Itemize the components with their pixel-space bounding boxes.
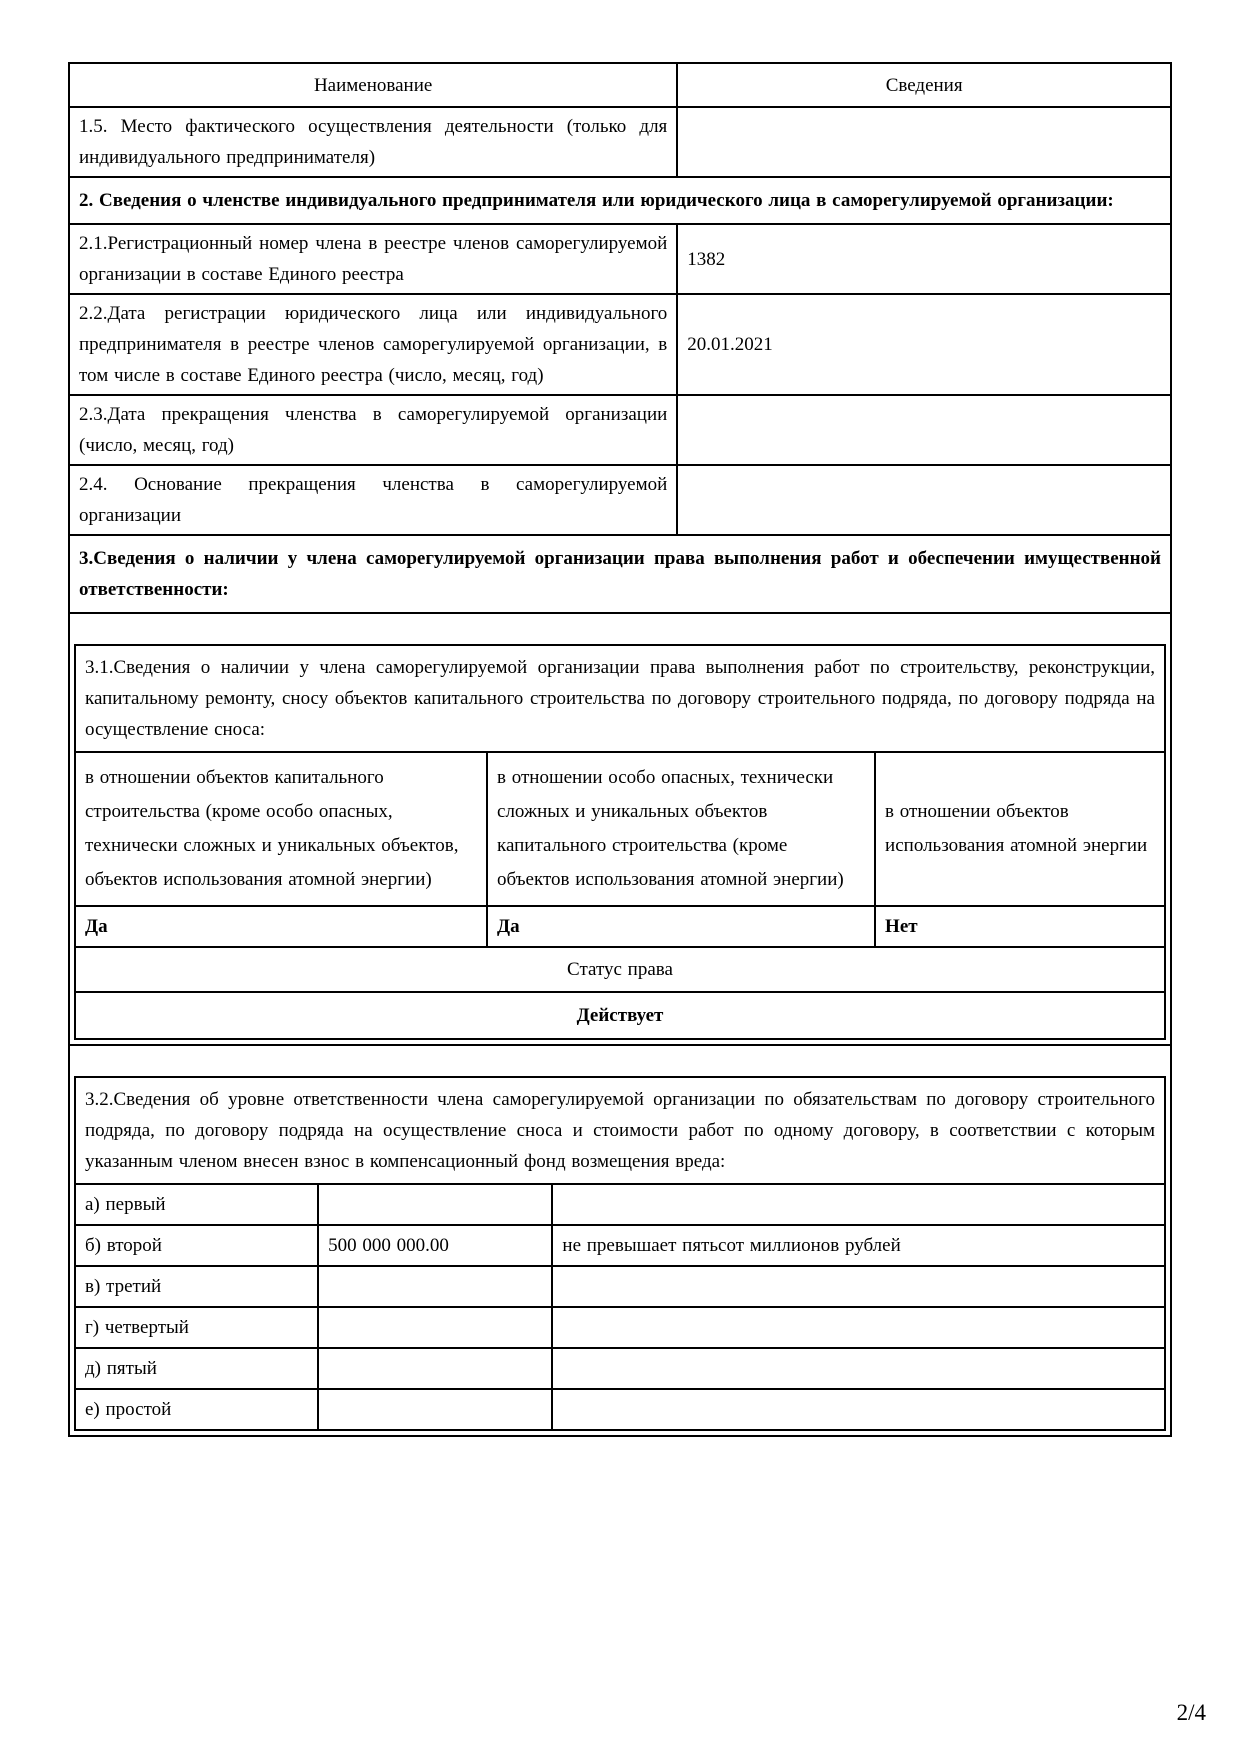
row-2-1-label: 2.1.Регистрационный номер члена в реестре членов саморегулируемой организации в составе Единого реестра <box>69 224 677 294</box>
section-2-row <box>69 177 1171 224</box>
table-header-row <box>69 63 1171 107</box>
level-label: г) четвертый <box>75 1307 318 1348</box>
row-2-4-label: 2.4. Основание прекращения членства в саморегулируемой организации <box>69 465 677 535</box>
block-3-2-row <box>69 1045 1171 1436</box>
row-2-2-value: 20.01.2021 <box>677 294 1171 395</box>
level-description <box>552 1348 1165 1389</box>
row-2-3-label: 2.3.Дата прекращения членства в саморегулируемой организации (число, месяц, год) <box>69 395 677 465</box>
liability-intro-row <box>75 1077 1165 1184</box>
status-label-row <box>75 947 1165 992</box>
rights-table <box>74 644 1166 1040</box>
level-amount <box>318 1307 552 1348</box>
level-row-simple <box>75 1389 1165 1430</box>
section-2-title: 2. Сведения о членстве индивидуального предпринимателя или юридического лица в саморегулируемой организации: <box>69 177 1171 224</box>
page-number: 2/4 <box>1176 1700 1206 1725</box>
column-header-name: Наименование <box>69 63 677 107</box>
row-2-4-value <box>677 465 1171 535</box>
level-label: б) второй <box>75 1225 318 1266</box>
rights-col2-value: Да <box>487 906 875 947</box>
row-1-5-label: 1.5. Место фактического осуществления деятельности (только для индивидуального предпринимателя) <box>69 107 677 177</box>
level-row-fifth <box>75 1348 1165 1389</box>
row-2-3 <box>69 395 1171 465</box>
level-amount <box>318 1389 552 1430</box>
level-row-second <box>75 1225 1165 1266</box>
level-row-first <box>75 1184 1165 1225</box>
liability-intro: 3.2.Сведения об уровне ответственности члена саморегулируемой организации по обязательствам по договору строительного подряда, по договору подряда на осуществление сноса и стоимости работ по одному договору, в соответствии с которым указанным членом внесен взнос в компенсационный фонд возмещения вреда: <box>75 1077 1165 1184</box>
row-2-2-label: 2.2.Дата регистрации юридического лица или индивидуального предпринимателя в реестре членов саморегулируемой организации, в том числе в составе Единого реестра (число, месяц, год) <box>69 294 677 395</box>
status-value-row <box>75 992 1165 1039</box>
column-header-info: Сведения <box>677 63 1171 107</box>
level-amount: 500 000 000.00 <box>318 1225 552 1266</box>
level-label: в) третий <box>75 1266 318 1307</box>
level-description: не превышает пятьсот миллионов рублей <box>552 1225 1165 1266</box>
block-3-1-row <box>69 613 1171 1045</box>
section-3-title: 3.Сведения о наличии у члена саморегулируемой организации права выполнения работ и обеспечении имущественной ответственности: <box>69 535 1171 613</box>
row-2-2 <box>69 294 1171 395</box>
level-description <box>552 1184 1165 1225</box>
rights-intro: 3.1.Сведения о наличии у члена саморегулируемой организации права выполнения работ по строительству, реконструкции, капитальному ремонту, сносу объектов капитального строительства по договору строительного подряда, по договору подряда на осуществление сноса: <box>75 645 1165 752</box>
row-2-1 <box>69 224 1171 294</box>
status-value: Действует <box>75 992 1165 1039</box>
liability-levels-table <box>74 1076 1166 1431</box>
row-1-5 <box>69 107 1171 177</box>
block-3-1-container <box>69 613 1171 1045</box>
level-description <box>552 1266 1165 1307</box>
rights-col1-value: Да <box>75 906 487 947</box>
level-description <box>552 1307 1165 1348</box>
level-description <box>552 1389 1165 1430</box>
row-2-3-value <box>677 395 1171 465</box>
rights-col2-header: в отношении особо опасных, технически сложных и уникальных объектов капитального строительства (кроме объектов использования атомной энергии) <box>487 752 875 906</box>
rights-values-row <box>75 906 1165 947</box>
row-2-1-value: 1382 <box>677 224 1171 294</box>
level-amount <box>318 1184 552 1225</box>
registry-table <box>68 62 1172 1437</box>
section-3-row <box>69 535 1171 613</box>
status-label: Статус права <box>75 947 1165 992</box>
rights-col1-header: в отношении объектов капитального строительства (кроме особо опасных, технически сложных и уникальных объектов, объектов использования атомной энергии) <box>75 752 487 906</box>
row-2-4 <box>69 465 1171 535</box>
rights-intro-row <box>75 645 1165 752</box>
level-amount <box>318 1348 552 1389</box>
block-3-2-container <box>69 1045 1171 1436</box>
rights-header-row <box>75 752 1165 906</box>
level-row-third <box>75 1266 1165 1307</box>
level-label: е) простой <box>75 1389 318 1430</box>
level-label: а) первый <box>75 1184 318 1225</box>
level-row-fourth <box>75 1307 1165 1348</box>
level-label: д) пятый <box>75 1348 318 1389</box>
rights-col3-value: Нет <box>875 906 1165 947</box>
row-1-5-value <box>677 107 1171 177</box>
level-amount <box>318 1266 552 1307</box>
rights-col3-header: в отношении объектов использования атомной энергии <box>875 752 1165 906</box>
